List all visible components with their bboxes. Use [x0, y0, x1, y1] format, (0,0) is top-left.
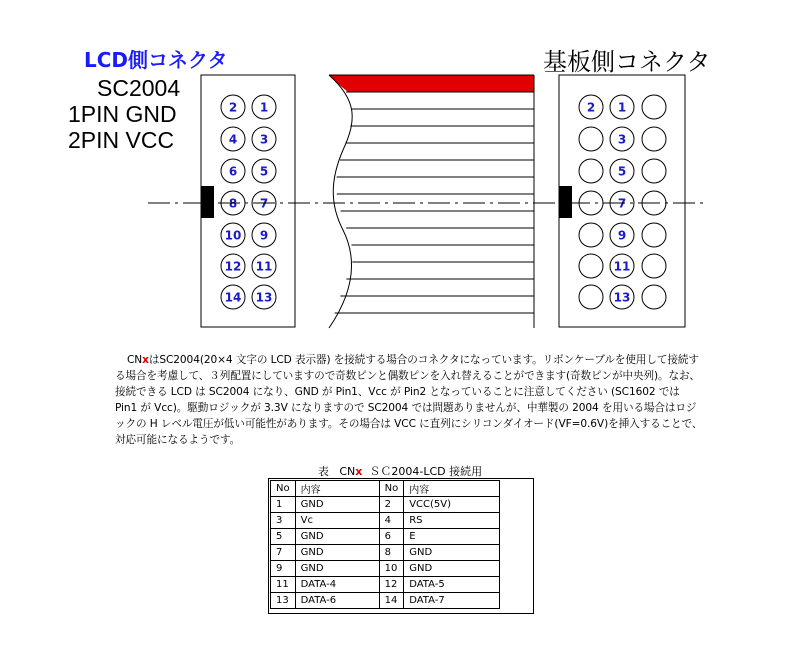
- table-row: [271, 545, 500, 561]
- pin-function-cell: DATA-7: [404, 593, 500, 609]
- lcd-pin-11-number: 11: [255, 259, 273, 274]
- caption-prefix: 表 CN: [317, 465, 356, 478]
- pin-number-cell: 6: [379, 529, 404, 545]
- lcd-pin-2-number: 2: [228, 100, 238, 115]
- board-pin-9-number: 9: [617, 228, 627, 243]
- board-pin-13-number: 13: [613, 290, 631, 305]
- pin-function-cell: VCC(5V): [404, 497, 500, 513]
- pin-number-cell: 13: [271, 593, 296, 609]
- board-pin-blank-5-2-circle: [642, 254, 666, 278]
- lcd-pin-7-number: 7: [259, 196, 269, 211]
- pin-function-cell: DATA-6: [295, 593, 379, 609]
- board-pin-blank-2-2-circle: [642, 159, 666, 183]
- board-connector-key: [559, 186, 572, 218]
- description-paragraph: [115, 352, 705, 448]
- board-pin-blank-2-0-circle: [579, 159, 603, 183]
- pin-number-cell: 14: [379, 593, 404, 609]
- lcd-pin-14-number: 14: [224, 290, 242, 305]
- board-pin-blank-1-2-circle: [642, 127, 666, 151]
- pin-number-cell: 8: [379, 545, 404, 561]
- pin2-label: 2PIN VCC: [68, 127, 175, 153]
- pin-number-cell: 5: [271, 529, 296, 545]
- lcd-pin-13-number: 13: [255, 290, 273, 305]
- lcd-pin-10-number: 10: [224, 228, 242, 243]
- pin-function-cell: GND: [295, 561, 379, 577]
- pin1-label: 1PIN GND: [68, 101, 177, 127]
- description-x-mark: x: [142, 354, 149, 366]
- board-pin-blank-5-0-circle: [579, 254, 603, 278]
- pin-number-cell: 11: [271, 577, 296, 593]
- table-header-row: [271, 481, 500, 497]
- table-row: [271, 561, 500, 577]
- caption-x-mark: x: [355, 465, 363, 478]
- pin-number-cell: 2: [379, 497, 404, 513]
- model-label: SC2004: [97, 75, 181, 101]
- pin-function-cell: Vc: [295, 513, 379, 529]
- lcd-pin-8-number: 8: [228, 196, 238, 211]
- ribbon-cable: [329, 75, 534, 328]
- pin-number-cell: 7: [271, 545, 296, 561]
- table-row: [271, 497, 500, 513]
- ribbon-wavy-edge: [329, 75, 352, 328]
- table-row: [271, 577, 500, 593]
- board-pin-5-number: 5: [617, 164, 627, 179]
- board-pin-2-number: 2: [586, 100, 596, 115]
- pin-number-cell: 12: [379, 577, 404, 593]
- pin-function-cell: GND: [295, 529, 379, 545]
- ribbon-pin1-stripe: [329, 75, 534, 92]
- pin-number-cell: 4: [379, 513, 404, 529]
- board-pin-grid: [579, 95, 666, 309]
- lcd-pin-4-number: 4: [228, 132, 238, 147]
- board-pin-blank-6-0-circle: [579, 285, 603, 309]
- table-caption: [0, 463, 800, 479]
- pin-function-cell: DATA-4: [295, 577, 379, 593]
- lcd-pin-1-number: 1: [259, 100, 269, 115]
- board-pin-blank-0-2-circle: [642, 95, 666, 119]
- caption-suffix: ＳＣ2004-LCD 接続用: [362, 465, 483, 478]
- pin-number-cell: 9: [271, 561, 296, 577]
- lcd-side-title: LCD側コネクタ: [84, 48, 228, 72]
- header-no-2: No: [379, 481, 404, 497]
- pin-function-cell: GND: [295, 545, 379, 561]
- pin-function-cell: GND: [295, 497, 379, 513]
- pin-number-cell: 1: [271, 497, 296, 513]
- board-pin-blank-4-2-circle: [642, 223, 666, 247]
- board-pin-1-number: 1: [617, 100, 627, 115]
- header-content-1: 内容: [295, 481, 379, 497]
- pin-function-cell: RS: [404, 513, 500, 529]
- board-pin-blank-4-0-circle: [579, 223, 603, 247]
- header-no-1: No: [271, 481, 296, 497]
- board-pin-3-number: 3: [617, 132, 627, 147]
- lcd-pin-12-number: 12: [224, 259, 242, 274]
- pin-number-cell: 10: [379, 561, 404, 577]
- pin-function-cell: DATA-5: [404, 577, 500, 593]
- lcd-pin-9-number: 9: [259, 228, 269, 243]
- header-content-2: 内容: [404, 481, 500, 497]
- description-cn: CN: [127, 354, 143, 366]
- board-pin-11-number: 11: [613, 259, 631, 274]
- lcd-connector-key: [201, 186, 214, 218]
- lcd-pin-3-number: 3: [259, 132, 269, 147]
- description-text: はSC2004(20×4 文字の LCD 表示器) を接続する場合のコネクタになっています。リボンケーブルを使用して接続する場合を考慮して、３列配置にしていますので奇数ピンと偶数ピンを入れ替えることができます(奇数ピンが中央列)。なお、接続できる LCD は SC2004 になり、GND が Pin1、Vcc が Pin2 となっていることに注意してください (SC1602 では Pin1 が Vcc)。駆動ロジックが 3.3V になりますので SC2004 では問題ありませんが、中華製の 2004 を用いる場合はロジックの H レベル電圧が低い可能性があります。その場合は VCC に直列にシリコンダイオード(VF=0.6V)を挿入することで、対応可能になるようです。: [115, 354, 703, 446]
- pin-function-cell: E: [404, 529, 500, 545]
- lcd-pin-5-number: 5: [259, 164, 269, 179]
- pin-number-cell: 3: [271, 513, 296, 529]
- lcd-connector-body: [201, 75, 295, 327]
- table-row: [271, 593, 500, 609]
- table-row: [271, 529, 500, 545]
- board-pin-7-number: 7: [617, 196, 627, 211]
- board-pin-blank-6-2-circle: [642, 285, 666, 309]
- table-row: [271, 513, 500, 529]
- pin-function-cell: GND: [404, 545, 500, 561]
- board-side-title: 基板側コネクタ: [543, 48, 711, 76]
- pin-function-cell: GND: [404, 561, 500, 577]
- board-pin-blank-1-0-circle: [579, 127, 603, 151]
- lcd-pin-6-number: 6: [228, 164, 238, 179]
- pin-assignment-table: [270, 480, 500, 609]
